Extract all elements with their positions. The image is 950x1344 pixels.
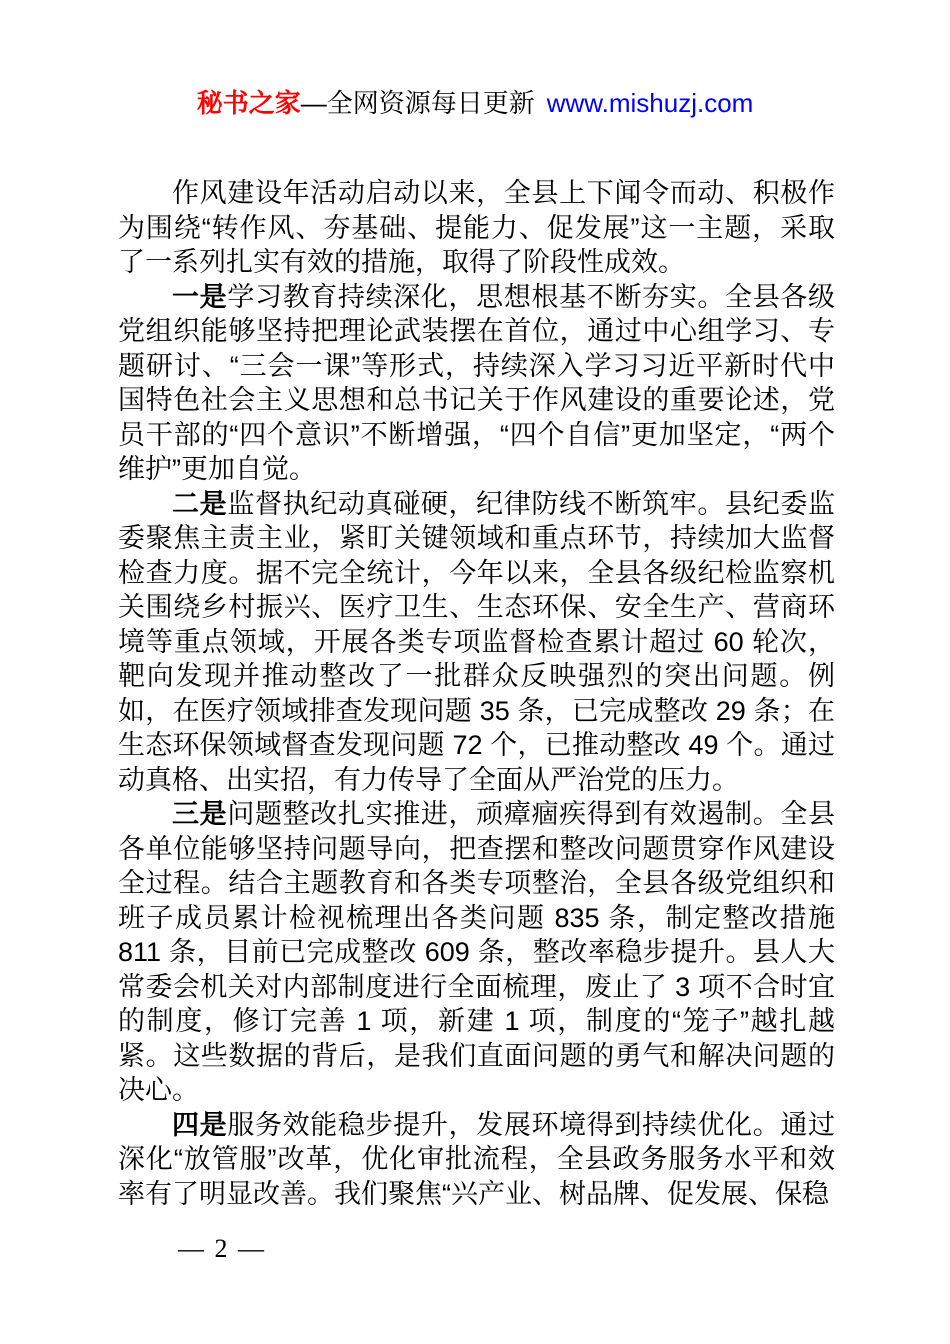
document-body: [118, 176, 835, 1211]
site-url-link[interactable]: www.mishuzj.com: [546, 88, 754, 118]
page-footer: [178, 1234, 266, 1264]
page-header: [0, 86, 950, 120]
paragraph-text: 作风建设年活动启动以来，全县上下闻令而动、积极作为围绕“转作风、夯基础、提能力、促发展”这一主题，采取了一系列扎实有效的措施，取得了阶段性成效。: [118, 178, 835, 277]
body-paragraph-3: [118, 797, 835, 1108]
paragraph-lead: 一是: [172, 281, 228, 312]
paragraph-text: 服务效能稳步提升，发展环境得到持续优化。通过深化“放管服”改革，优化审批流程，全县政务服务水平和效率有了明显改善。我们聚焦“兴产业、树品牌、促发展、保稳: [118, 1109, 836, 1209]
body-paragraph-2: [118, 487, 835, 798]
site-brand: 秘书之家: [196, 88, 301, 118]
paragraph-text: 问题整改扎实推进，顽瘴痼疾得到有效遏制。全县各单位能够坚持问题导向，把查摆和整改问题贯穿作风建设全过程。结合主题教育和各类专项整治，全县各级党组织和班子成员累计检视梳理出各类问题 835 条，制定整改措施 811 条，目前已完成整改 609 条，整改率稳步提升。县人大常委会机关对内部制度进行全面梳理，废止了 3 项不合时宜的制度，修订完善 1 项，新建 1 项，制度的“笼子”越扎越紧。这些数据的背后，是我们直面问题的勇气和解决问题的决心。: [118, 799, 836, 1105]
paragraph-text: 学习教育持续深化，思想根基不断夯实。全县各级党组织能够坚持把理论武装摆在首位，通过中心组学习、专题研讨、“三会一课”等形式，持续深入学习习近平新时代中国特色社会主义思想和总书记关于作风建设的重要论述，党员干部的“四个意识”不断增强，“四个自信”更加坚定，“两个维护”更加自觉。: [118, 281, 836, 484]
body-paragraph-4: [118, 1108, 835, 1212]
page-number: — 2 —: [178, 1234, 266, 1263]
paragraph-lead: 二是: [172, 488, 228, 519]
paragraph-text: 监督执纪动真碰硬，纪律防线不断筑牢。县纪委监委聚焦主责主业，紧盯关键领域和重点环节，持续加大监督检查力度。据不完全统计，今年以来，全县各级纪检监察机关围绕乡村振兴、医疗卫生、生态环保、安全生产、营商环境等重点领域，开展各类专项监督检查累计超过 60 轮次，靶向发现并推动整改了一批群众反映强烈的突出问题。例如，在医疗领域排查发现问题 35 条，已完成整改 29 条；在生态环保领域督查发现问题 72 个，已推动整改 49 个。通过动真格、出实招，有力传导了全面从严治党的压力。: [118, 488, 836, 795]
paragraph-lead: 三是: [172, 799, 228, 829]
body-paragraph-1: [118, 280, 835, 487]
paragraph-lead: 四是: [172, 1109, 228, 1140]
body-paragraph-intro: [118, 176, 835, 280]
header-tagline: —全网资源每日更新: [300, 88, 535, 118]
